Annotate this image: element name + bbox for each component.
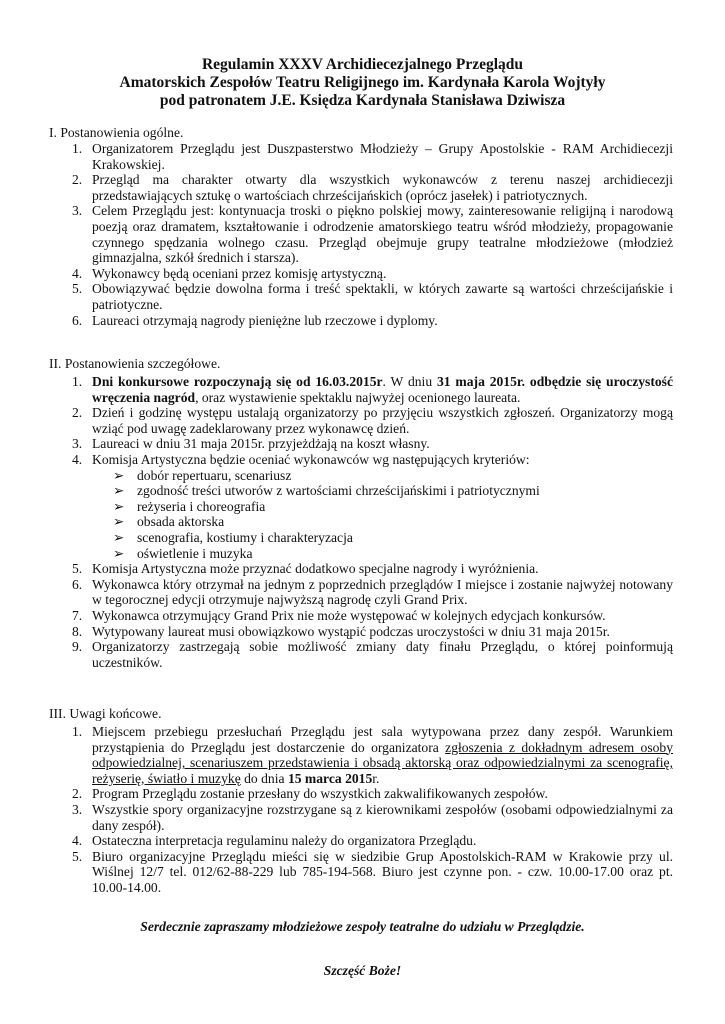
item-text: r.	[372, 770, 380, 786]
item-text: Laureaci w dniu 31 maja 2015r. przyjeżdżają na koszt własny.	[92, 436, 430, 452]
list-item	[72, 405, 673, 436]
item-text: , oraz wystawienie spektaklu najwyżej ocenionego laureata.	[195, 389, 521, 405]
list-item	[72, 607, 673, 624]
item-number: 6.	[72, 312, 83, 328]
list-item	[72, 312, 673, 329]
criteria-item	[113, 546, 673, 562]
document-title	[0, 56, 725, 110]
section-3-heading: III. Uwagi końcowe.	[49, 706, 162, 721]
criteria-text: dobór repertuaru, scenariusz	[137, 467, 292, 483]
item-number: 3.	[72, 801, 83, 817]
item-bold-text: 15 marca 2015	[287, 770, 373, 786]
section-2-heading: II. Postanowienia szczegółowe.	[49, 356, 221, 371]
section-1-heading: I. Postanowienia ogólne.	[49, 125, 184, 140]
item-underlined-text: zgłoszenia z dokładnym adresem osoby odpowiedzialnej, scenariuszem przedstawienia i obsadą aktorską oraz odpowiedzialnymi za scenografię, reżyserię, światło i muzykę	[92, 739, 673, 786]
item-text: Wszystkie spory organizacyjne rozstrzygane są z kierownikami zespołów (osobami odpowiedzialnymi za dany zespół).	[92, 801, 673, 833]
item-text: . W dniu	[382, 374, 437, 389]
item-number: 3.	[72, 436, 83, 452]
item-text: Miejscem przebiegu przesłuchań Przeglądu jest sala wytypowana przez dany zespół. Warunkiem przystąpienia do Przeglądu jest dostarczenie do organizatora	[92, 724, 673, 755]
item-text: Laureaci otrzymają nagrody pieniężne lub rzeczowe i dyplomy.	[92, 312, 438, 328]
item-number: 1.	[72, 374, 83, 389]
item-number: 3.	[72, 203, 83, 219]
criteria-list	[113, 468, 673, 562]
arrow-bullet-icon: ➢	[113, 514, 125, 530]
item-text: Program Przeglądu zostanie przesłany do wszystkich zakwalifikowanych zespołów.	[92, 786, 548, 802]
list-item	[72, 639, 673, 670]
list-item	[72, 801, 673, 833]
list-item	[72, 436, 673, 452]
arrow-bullet-icon: ➢	[113, 467, 125, 483]
item-text: Obowiązywać będzie dowolna forma i treść spektakli, w których zawarte są wartości chrześcijańskie i patriotyczne.	[92, 281, 673, 312]
section-3-list	[72, 724, 673, 896]
arrow-bullet-icon: ➢	[113, 529, 125, 545]
item-text: Komisja Artystyczna będzie oceniać wykonawców wg następujących kryteriów:	[92, 451, 530, 467]
criteria-text: zgodność treści utworów z wartościami chrześcijańskimi i patriotycznymi	[137, 483, 540, 499]
criteria-text: oświetlenie i muzyka	[137, 545, 253, 561]
list-item	[72, 576, 673, 608]
item-text: do dnia	[240, 770, 288, 786]
list-item	[72, 833, 673, 849]
list-item	[72, 203, 673, 266]
arrow-bullet-icon: ➢	[113, 498, 125, 514]
list-item	[72, 265, 673, 282]
item-number: 2.	[72, 172, 83, 188]
list-item	[72, 848, 673, 896]
item-text: Organizatorem Przeglądu jest Duszpasterstwo Młodzieży – Grupy Apostolskie - RAM Archidiecezji Krakowskiej.	[92, 141, 673, 172]
item-text: Organizatorzy zastrzegają sobie możliwość zmiany daty finału Przeglądu, o której poinformują uczestników.	[92, 639, 673, 670]
title-line-1: Regulamin XXXV Archidiecezjalnego Przeglądu	[201, 56, 524, 73]
item-number: 1.	[72, 724, 83, 739]
list-item	[72, 374, 673, 405]
list-item	[72, 141, 673, 172]
title-line-2: Amatorskich Zespołów Teatru Religijnego im. Kardynała Karola Wojtyły	[119, 74, 606, 91]
item-number: 8.	[72, 623, 83, 639]
item-number: 7.	[72, 607, 83, 623]
list-item	[72, 172, 673, 203]
item-text: Celem Przeglądu jest: kontynuacja troski o piękno polskiej mowy, zainteresowanie religijną i narodową poezją oraz dramatem, kształtowanie i odrodzenie amatorskiego teatru wśród młodzieży, propagowanie czynnego spędzania wolnego czasu. Przegląd obejmuje grupy teatralne młodzieżowe (młodzież gimnazjalna, szkół średnich i starsza).	[92, 203, 673, 266]
section-2-list	[72, 374, 673, 670]
item-number: 5.	[72, 848, 83, 864]
list-item	[72, 786, 673, 802]
item-number: 6.	[72, 576, 83, 592]
item-number: 2.	[72, 786, 83, 802]
arrow-bullet-icon: ➢	[113, 483, 125, 499]
list-item	[72, 724, 673, 786]
closing-blessing: Szczęść Boże!	[323, 963, 402, 978]
section-1-list	[72, 141, 673, 328]
item-number: 5.	[72, 281, 83, 297]
item-text: Wytypowany laureat musi obowiązkowo wystąpić podczas uroczystości w dniu 31 maja 2015r.	[92, 623, 610, 639]
criteria-item	[113, 514, 673, 530]
list-item	[72, 561, 673, 577]
item-number: 9.	[72, 639, 83, 655]
criteria-item	[113, 483, 673, 499]
item-text: Ostateczna interpretacja regulaminu należy do organizatora Przeglądu.	[92, 833, 477, 849]
item-text: Wykonawca który otrzymał na jednym z poprzednich przeglądów I miejsce i zostanie najwyżej notowany w tegorocznej edycji otrzymuje najwyższą nagrodę czyli Grand Prix.	[92, 576, 673, 608]
list-item	[72, 281, 673, 312]
criteria-item	[113, 468, 673, 484]
item-number: 2.	[72, 405, 83, 421]
title-line-3: pod patronatem J.E. Księdza Kardynała Stanisława Dziwisza	[159, 92, 566, 109]
list-item	[72, 451, 673, 561]
item-bold-text: Dni konkursowe rozpoczynają się od 16.03.2015r	[92, 374, 383, 389]
item-text: Wykonawcy będą oceniani przez komisję artystyczną.	[92, 265, 387, 281]
item-number: 5.	[72, 561, 83, 577]
criteria-item	[113, 530, 673, 546]
arrow-bullet-icon: ➢	[113, 545, 125, 561]
closing-invitation: Serdecznie zapraszamy młodzieżowe zespoły teatralne do udziału w Przeglądzie.	[140, 919, 585, 934]
criteria-text: reżyseria i choreografia	[137, 498, 266, 514]
criteria-item	[113, 499, 673, 515]
item-text: Komisja Artystyczna może przyznać dodatkowo specjalne nagrody i wyróżnienia.	[92, 561, 539, 577]
criteria-text: obsada aktorska	[137, 514, 225, 530]
item-number: 4.	[72, 451, 83, 467]
item-number: 4.	[72, 833, 83, 849]
item-number: 4.	[72, 265, 83, 281]
item-bold-text: 31 maja 2015r. odbędzie się uroczystość wręczenia nagród	[92, 374, 673, 405]
item-text: Przegląd ma charakter otwarty dla wszystkich wykonawców z terenu naszej archidiecezji przedstawiających sztukę o wartościach chrześcijańskich (oprócz jasełek) i patriotycznych.	[92, 172, 673, 203]
item-text: Biuro organizacyjne Przeglądu mieści się w siedzibie Grup Apostolskich-RAM w Krakowie przy ul. Wiślnej 12/7 tel. 012/62-88-229 lub 785-194-568. Biuro jest czynne pon. - czw. 10.00-17.00 oraz pt. 10.00-14.00.	[92, 848, 673, 895]
item-number: 1.	[72, 141, 83, 156]
item-text: Wykonawca otrzymujący Grand Prix nie może występować w kolejnych edycjach konkursów.	[92, 607, 606, 623]
list-item	[72, 623, 673, 640]
criteria-text: scenografia, kostiumy i charakteryzacja	[137, 529, 353, 545]
item-text: Dzień i godzinę występu ustalają organizatorzy po przyjęciu wszystkich zgłoszeń. Organizatorzy mogą wziąć pod uwagę zadeklarowany przez wykonawcę dzień.	[92, 405, 673, 436]
